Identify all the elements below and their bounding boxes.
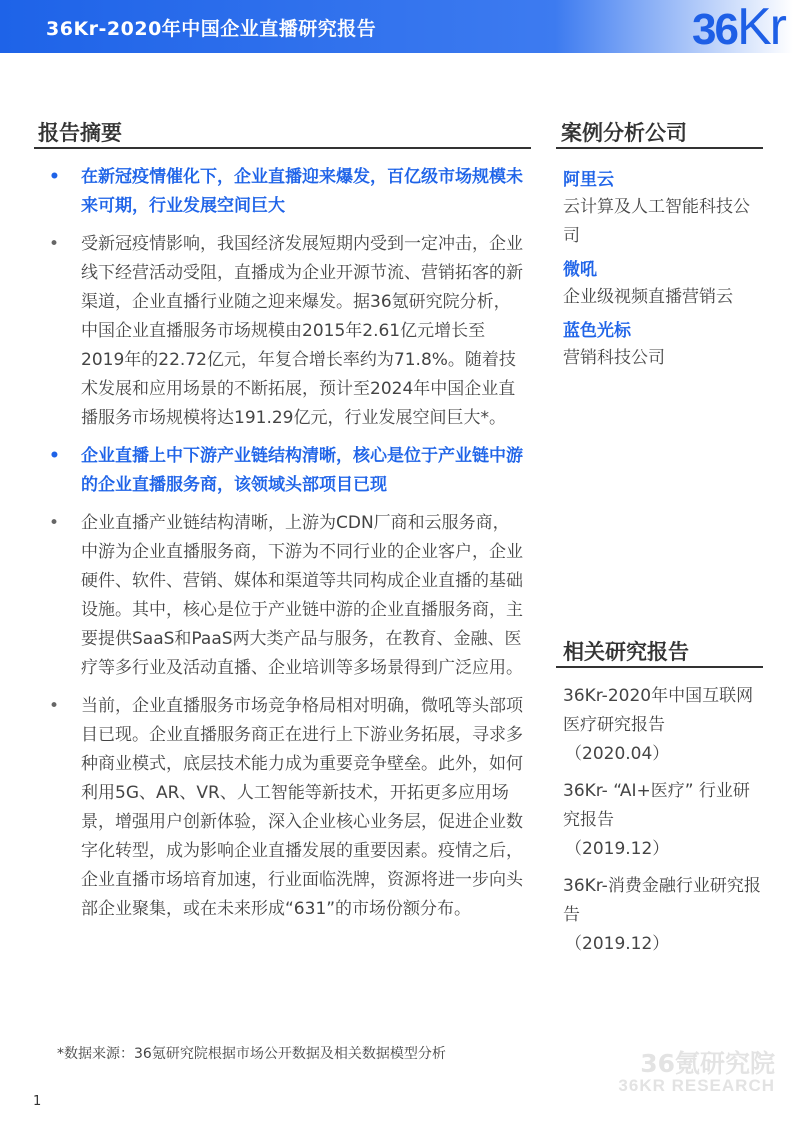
summary-paragraph-3: [46, 692, 524, 924]
bullet-icon: •: [49, 513, 60, 533]
case-company-desc: 云计算及人工智能科技公司: [563, 197, 750, 246]
bullet-icon: •: [49, 234, 60, 254]
cases-heading: 案例分析公司: [561, 121, 687, 145]
watermark-en: 36KR RESEARCH: [618, 1076, 775, 1095]
logo-digits: 36: [692, 5, 737, 54]
bullet-icon: •: [49, 446, 60, 466]
related-report-title: 36Kr- “AI+医疗” 行业研究报告: [563, 781, 750, 830]
summary-highlight-text: 企业直播上中下游产业链结构清晰，核心是位于产业链中游的企业直播服务商，该领域头部项目已现: [81, 446, 523, 495]
logo-letters: Kr: [737, 0, 785, 56]
summary-list: [46, 163, 524, 933]
summary-divider: [34, 147, 531, 149]
related-report-title: 36Kr-消费金融行业研究报告: [563, 876, 761, 925]
report-title: 36Kr-2020年中国企业直播研究报告: [46, 18, 377, 40]
related-report-list: [563, 682, 763, 967]
related-report-date: （2019.12）: [565, 839, 670, 859]
summary-heading: 报告摘要: [38, 121, 122, 145]
case-company-desc: 企业级视频直播营销云: [563, 287, 733, 307]
related-report-item[interactable]: [563, 872, 763, 959]
summary-paragraph-text: 企业直播产业链结构清晰，上游为CDN厂商和云服务商，中游为企业直播服务商，下游为不同行业的企业客户，企业硬件、软件、营销、媒体和渠道等共同构成企业直播的基础设施。其中，核心是位于产业链中游的企业直播服务商，主要提供SaaS和PaaS两大类产品与服务，在教育、金融、医疗等多行业及活动直播、企业培训等多场景得到广泛应用。: [81, 513, 523, 678]
summary-highlight-1: [46, 163, 524, 221]
case-company-name: 微吼: [563, 260, 597, 280]
page-number: 1: [33, 1094, 42, 1109]
related-report-date: （2020.04）: [565, 744, 670, 764]
summary-highlight-2: [46, 442, 524, 500]
related-heading: 相关研究报告: [563, 640, 689, 664]
summary-paragraph-text: 受新冠疫情影响，我国经济发展短期内受到一定冲击，企业线下经营活动受阻，直播成为企业开源节流、营销拓客的新渠道，企业直播行业随之迎来爆发。据36氪研究院分析，中国企业直播服务市场规模由2015年2.61亿元增长至2019年的22.72亿元，年复合增长率约为71.8%。随着技术发展和应用场景的不断拓展，预计至2024年中国企业直播服务市场规模将达191.29亿元，行业发展空间巨大*。: [81, 234, 523, 428]
related-report-item[interactable]: [563, 682, 763, 769]
case-list: [563, 163, 763, 379]
summary-paragraph-1: [46, 230, 524, 433]
bullet-icon: •: [49, 696, 60, 716]
data-source-note: *数据来源：36氪研究院根据市场公开数据及相关数据模型分析: [57, 1046, 446, 1062]
36kr-logo: [692, 2, 785, 55]
cases-divider: [556, 147, 763, 149]
related-report-item[interactable]: [563, 777, 763, 864]
summary-highlight-text: 在新冠疫情催化下，企业直播迎来爆发，百亿级市场规模未来可期，行业发展空间巨大: [81, 167, 523, 216]
bullet-icon: •: [49, 167, 60, 187]
summary-paragraph-2: [46, 509, 524, 683]
related-report-title: 36Kr-2020年中国互联网医疗研究报告: [563, 686, 754, 735]
related-report-date: （2019.12）: [565, 934, 670, 954]
header-bar: [0, 0, 793, 53]
research-watermark: [618, 1049, 775, 1097]
summary-paragraph-text: 当前，企业直播服务市场竞争格局相对明确，微吼等头部项目已现。企业直播服务商正在进行上下游业务拓展，寻求多种商业模式，底层技术能力成为重要竞争壁垒。此外，如何利用5G、AR、VR、人工智能等新技术，开拓更多应用场景，增强用户创新体验，深入企业核心业务层，促进企业数字化转型，成为影响企业直播发展的重要因素。疫情之后，企业直播市场培育加速，行业面临洗牌，资源将进一步向头部企业聚集，或在未来形成“631”的市场份额分布。: [81, 696, 523, 919]
case-company-desc: 营销科技公司: [563, 348, 665, 368]
watermark-cn: 36氪研究院: [640, 1049, 775, 1078]
case-company-name: 阿里云: [563, 170, 614, 190]
related-divider: [556, 666, 763, 668]
case-company-name: 蓝色光标: [563, 321, 631, 341]
